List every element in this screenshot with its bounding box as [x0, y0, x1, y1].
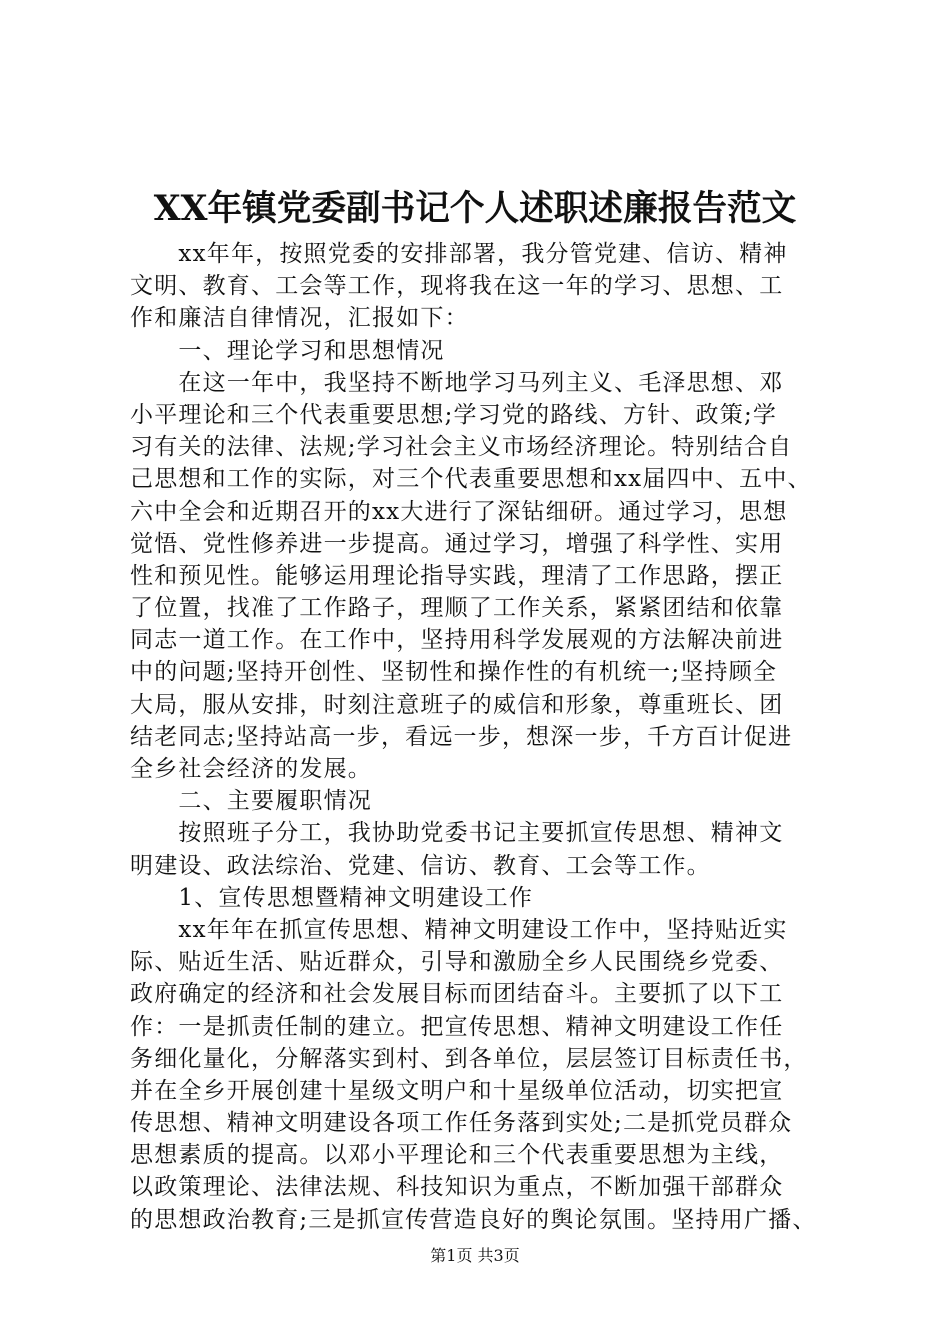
body-line: 了位置，找准了工作路子，理顺了工作关系，紧紧团结和依靠	[130, 595, 784, 622]
body-line: 同志一道工作。在工作中，坚持用科学发展观的方法解决前进	[130, 627, 784, 654]
page-footer: 第1页 共3页	[430, 1246, 520, 1265]
body-line: 二、主要履职情况	[130, 788, 372, 815]
body-line: 作和廉洁自律情况，汇报如下：	[130, 305, 469, 332]
body-line: 传思想、精神文明建设各项工作任务落到实处;二是抓党员群众	[130, 1110, 793, 1137]
body-line: 政府确定的经济和社会发展目标而团结奋斗。主要抓了以下工	[130, 981, 784, 1008]
body-line: 作：一是抓责任制的建立。把宣传思想、精神文明建设工作任	[130, 1013, 784, 1040]
body-line: 觉悟、党性修养进一步提高。通过学习，增强了科学性、实用	[130, 530, 784, 557]
body-line: 全乡社会经济的发展。	[130, 756, 372, 782]
body-line: 大局，服从安排，时刻注意班子的威信和形象，尊重班长、团	[130, 691, 784, 718]
body-line: 1、宣传思想暨精神文明建设工作	[130, 884, 534, 911]
body-line: 六中全会和近期召开的xx大进行了深钻细研。通过学习，思想	[130, 498, 788, 525]
body-line: 的思想政治教育;三是抓宣传营造良好的舆论氛围。坚持用广播、	[130, 1206, 817, 1233]
body-line: 小平理论和三个代表重要思想;学习党的路线、方针、政策;学	[130, 401, 778, 428]
body-line: 一、理论学习和思想情况	[130, 337, 445, 364]
body-line: 在这一年中，我坚持不断地学习马列主义、毛泽思想、邓	[130, 369, 784, 396]
body-line: 以政策理论、法律法规、科技知识为重点，不断加强干部群众	[130, 1174, 784, 1201]
body-line: 按照班子分工，我协助党委书记主要抓宣传思想、精神文	[130, 820, 784, 847]
body-line: xx年年，按照党委的安排部署，我分管党建、信访、精神	[130, 241, 788, 267]
body-line: xx年年在抓宣传思想、精神文明建设工作中，坚持贴近实	[130, 916, 788, 943]
body-line: 习有关的法律、法规;学习社会主义市场经济理论。特别结合自	[130, 434, 793, 461]
body-line: 思想素质的提高。以邓小平理论和三个代表重要思想为主线，	[130, 1142, 784, 1169]
body-line: 中的问题;坚持开创性、坚韧性和操作性的有机统一;坚持顾全	[130, 659, 778, 686]
body-line: 文明、教育、工会等工作，现将我在这一年的学习、思想、工	[130, 273, 784, 300]
body-line: 己思想和工作的实际，对三个代表重要思想和xx届四中、五中、	[130, 466, 812, 493]
document-title: XX年镇党委副书记个人述职述廉报告范文	[153, 188, 797, 229]
body-line: 并在全乡开展创建十星级文明户和十星级单位活动，切实把宣	[130, 1077, 784, 1104]
document-body	[130, 238, 840, 1236]
body-line: 明建设、政法综治、党建、信访、教育、工会等工作。	[130, 852, 711, 879]
body-line: 性和预见性。能够运用理论指导实践，理清了工作思路，摆正	[130, 562, 784, 589]
body-line: 结老同志;坚持站高一步，看远一步，想深一步，千方百计促进	[130, 723, 793, 750]
body-line: 务细化量化，分解落实到村、到各单位，层层签订目标责任书，	[130, 1045, 808, 1072]
body-line: 际、贴近生活、贴近群众，引导和激励全乡人民围绕乡党委、	[130, 949, 784, 976]
